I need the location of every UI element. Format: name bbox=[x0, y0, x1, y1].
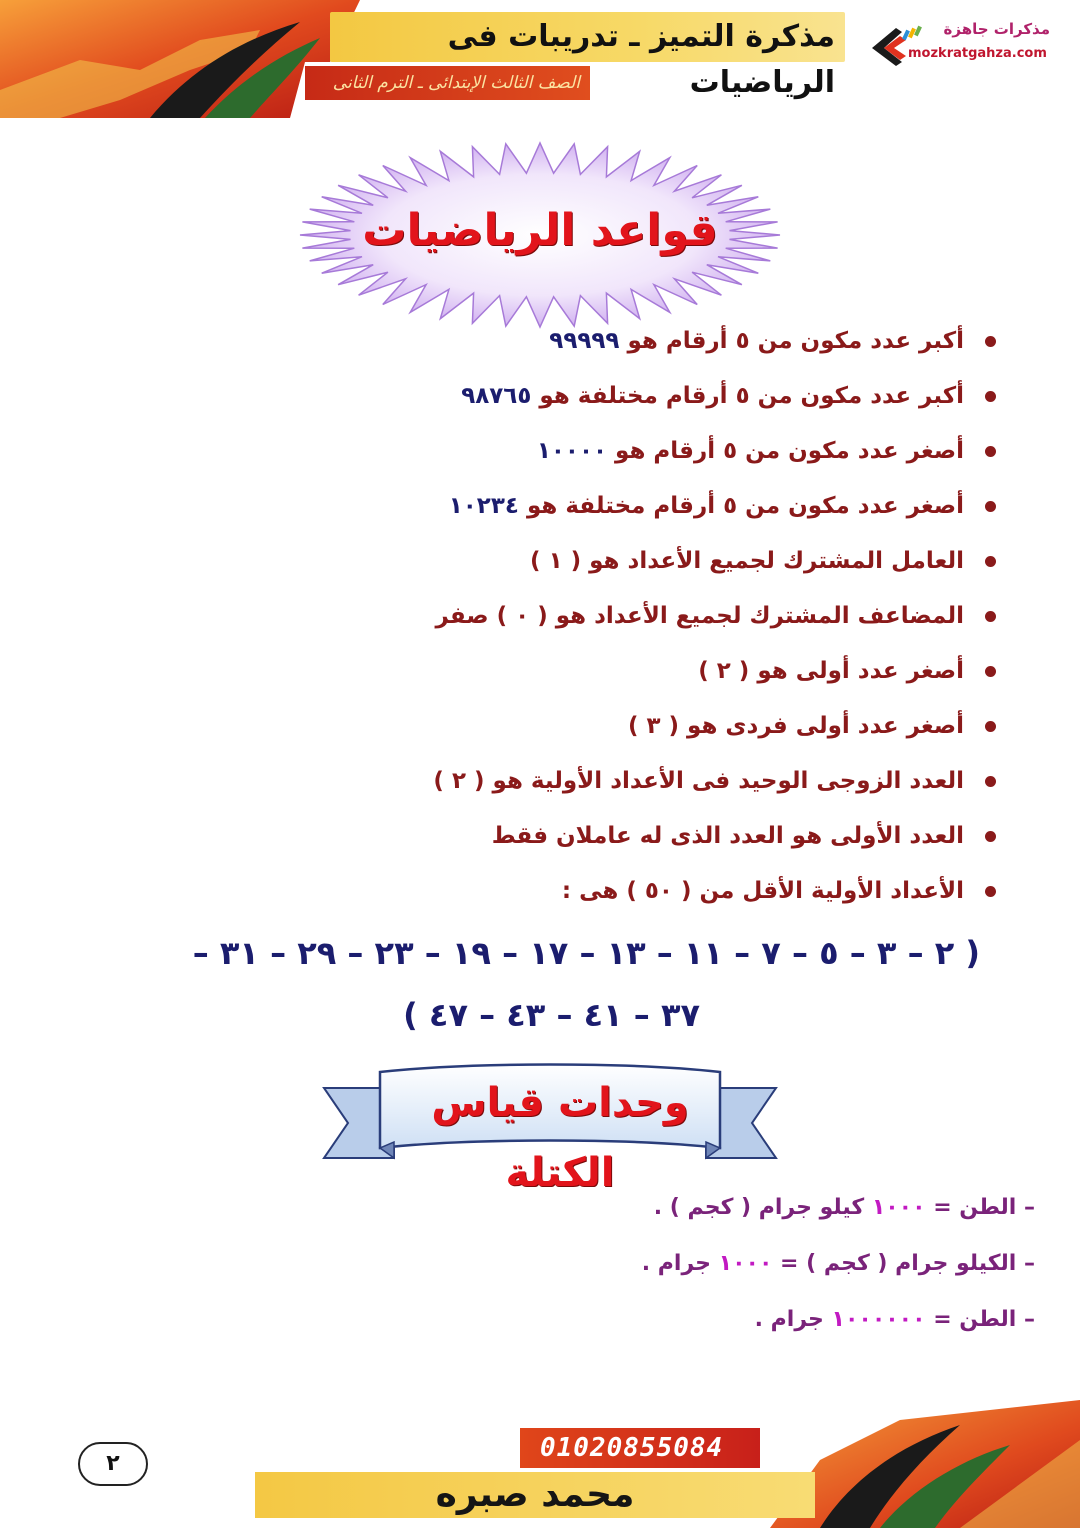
rule-number: ١٠٠٠٠ bbox=[536, 438, 608, 464]
rule-item bbox=[380, 479, 1000, 534]
page-header bbox=[0, 0, 1080, 120]
mass-unit-item bbox=[460, 1180, 1035, 1236]
primes-line-1: ( ٢ – ٣ – ٥ – ٧ – ١١ – ١٣ – ١٧ – ١٩ – ٢٣ – ٢٩ – ٣١ – bbox=[192, 934, 980, 972]
mass-unit-item bbox=[460, 1236, 1035, 1292]
rule-text: أصغر عدد مكون من ٥ أرقام هو bbox=[607, 438, 964, 464]
rule-item bbox=[380, 589, 1000, 644]
rule-number: ٩٩٩٩٩ bbox=[549, 328, 620, 354]
rule-text: العدد الأولى هو العدد الذى له عاملان فقط bbox=[491, 823, 964, 849]
bullet-icon bbox=[985, 391, 996, 402]
unit-value: ١٠٠٠ bbox=[718, 1251, 773, 1276]
bullet-icon bbox=[985, 886, 996, 897]
header-title: مذكرة التميز ـ تدريبات فى الرياضيات bbox=[447, 19, 835, 100]
bullet-icon bbox=[985, 336, 996, 347]
unit-text: جرام . bbox=[754, 1307, 832, 1332]
bullet-icon bbox=[985, 776, 996, 787]
bullet-icon bbox=[985, 611, 996, 622]
bullet-icon bbox=[985, 666, 996, 677]
logo-text: مذكرات جاهزة bbox=[943, 20, 1050, 38]
author-name: محمد صبره bbox=[435, 1474, 635, 1515]
rule-item bbox=[380, 534, 1000, 589]
rule-text: أصغر عدد مكون من ٥ أرقام مختلفة هو bbox=[518, 493, 964, 519]
phone-number: 01020855084 bbox=[540, 1433, 724, 1463]
section-title-math-rules: قواعد الرياضيات bbox=[362, 205, 718, 256]
bullet-icon bbox=[985, 831, 996, 842]
unit-value: ١٠٠٠٠٠٠ bbox=[831, 1307, 926, 1332]
unit-text: كيلو جرام ( كجم ) . bbox=[653, 1195, 872, 1220]
rules-list bbox=[380, 314, 1000, 919]
rule-text: أكبر عدد مكون من ٥ أرقام هو bbox=[619, 328, 964, 354]
bullet-icon bbox=[985, 501, 996, 512]
rule-item bbox=[380, 644, 1000, 699]
header-subtitle: الصف الثالث الإبتدائى ـ الترم الثانى bbox=[332, 73, 580, 93]
rule-text: أصغر عدد أولى فردى هو ( ٣ ) bbox=[627, 713, 964, 739]
rule-item bbox=[380, 699, 1000, 754]
rule-item bbox=[380, 369, 1000, 424]
bullet-icon bbox=[985, 446, 996, 457]
rule-number: ١٠٢٣٤ bbox=[448, 493, 519, 519]
rule-item bbox=[380, 864, 1000, 919]
unit-value: ١٠٠٠ bbox=[871, 1195, 926, 1220]
bullet-icon bbox=[985, 721, 996, 732]
rule-text: أصغر عدد أولى هو ( ٢ ) bbox=[698, 658, 964, 684]
rule-text: أكبر عدد مكون من ٥ أرقام مختلفة هو bbox=[531, 383, 964, 409]
logo-url: mozkratgahza.com bbox=[908, 46, 1047, 61]
rule-item bbox=[380, 754, 1000, 809]
page-number: ٢ bbox=[78, 1442, 148, 1486]
mass-unit-item bbox=[460, 1292, 1035, 1348]
rule-item bbox=[380, 314, 1000, 369]
unit-text: – الطن = bbox=[925, 1195, 1035, 1220]
rule-item bbox=[380, 809, 1000, 864]
rule-item bbox=[380, 424, 1000, 479]
rule-number: ٩٨٧٦٥ bbox=[461, 383, 532, 409]
unit-text: – الطن = bbox=[925, 1307, 1035, 1332]
rule-text: المضاعف المشترك لجميع الأعداد هو ( ٠ ) صفر bbox=[435, 603, 964, 629]
section-title-mass-units: وحدات قياس الكتلة bbox=[431, 1080, 689, 1196]
unit-text: – الكيلو جرام ( كجم ) = bbox=[772, 1251, 1035, 1276]
bullet-icon bbox=[985, 556, 996, 567]
primes-line-2: ٣٧ – ٤١ – ٤٣ – ٤٧ ) bbox=[403, 996, 700, 1034]
rule-text: العامل المشترك لجميع الأعداد هو ( ١ ) bbox=[530, 548, 964, 574]
unit-text: جرام . bbox=[641, 1251, 719, 1276]
mass-units-list bbox=[460, 1180, 1035, 1348]
rule-text: الأعداد الأولية الأقل من ( ٥٠ ) هى : bbox=[561, 878, 964, 904]
rule-text: العدد الزوجى الوحيد فى الأعداد الأولية هو ( ٢ ) bbox=[433, 768, 964, 794]
